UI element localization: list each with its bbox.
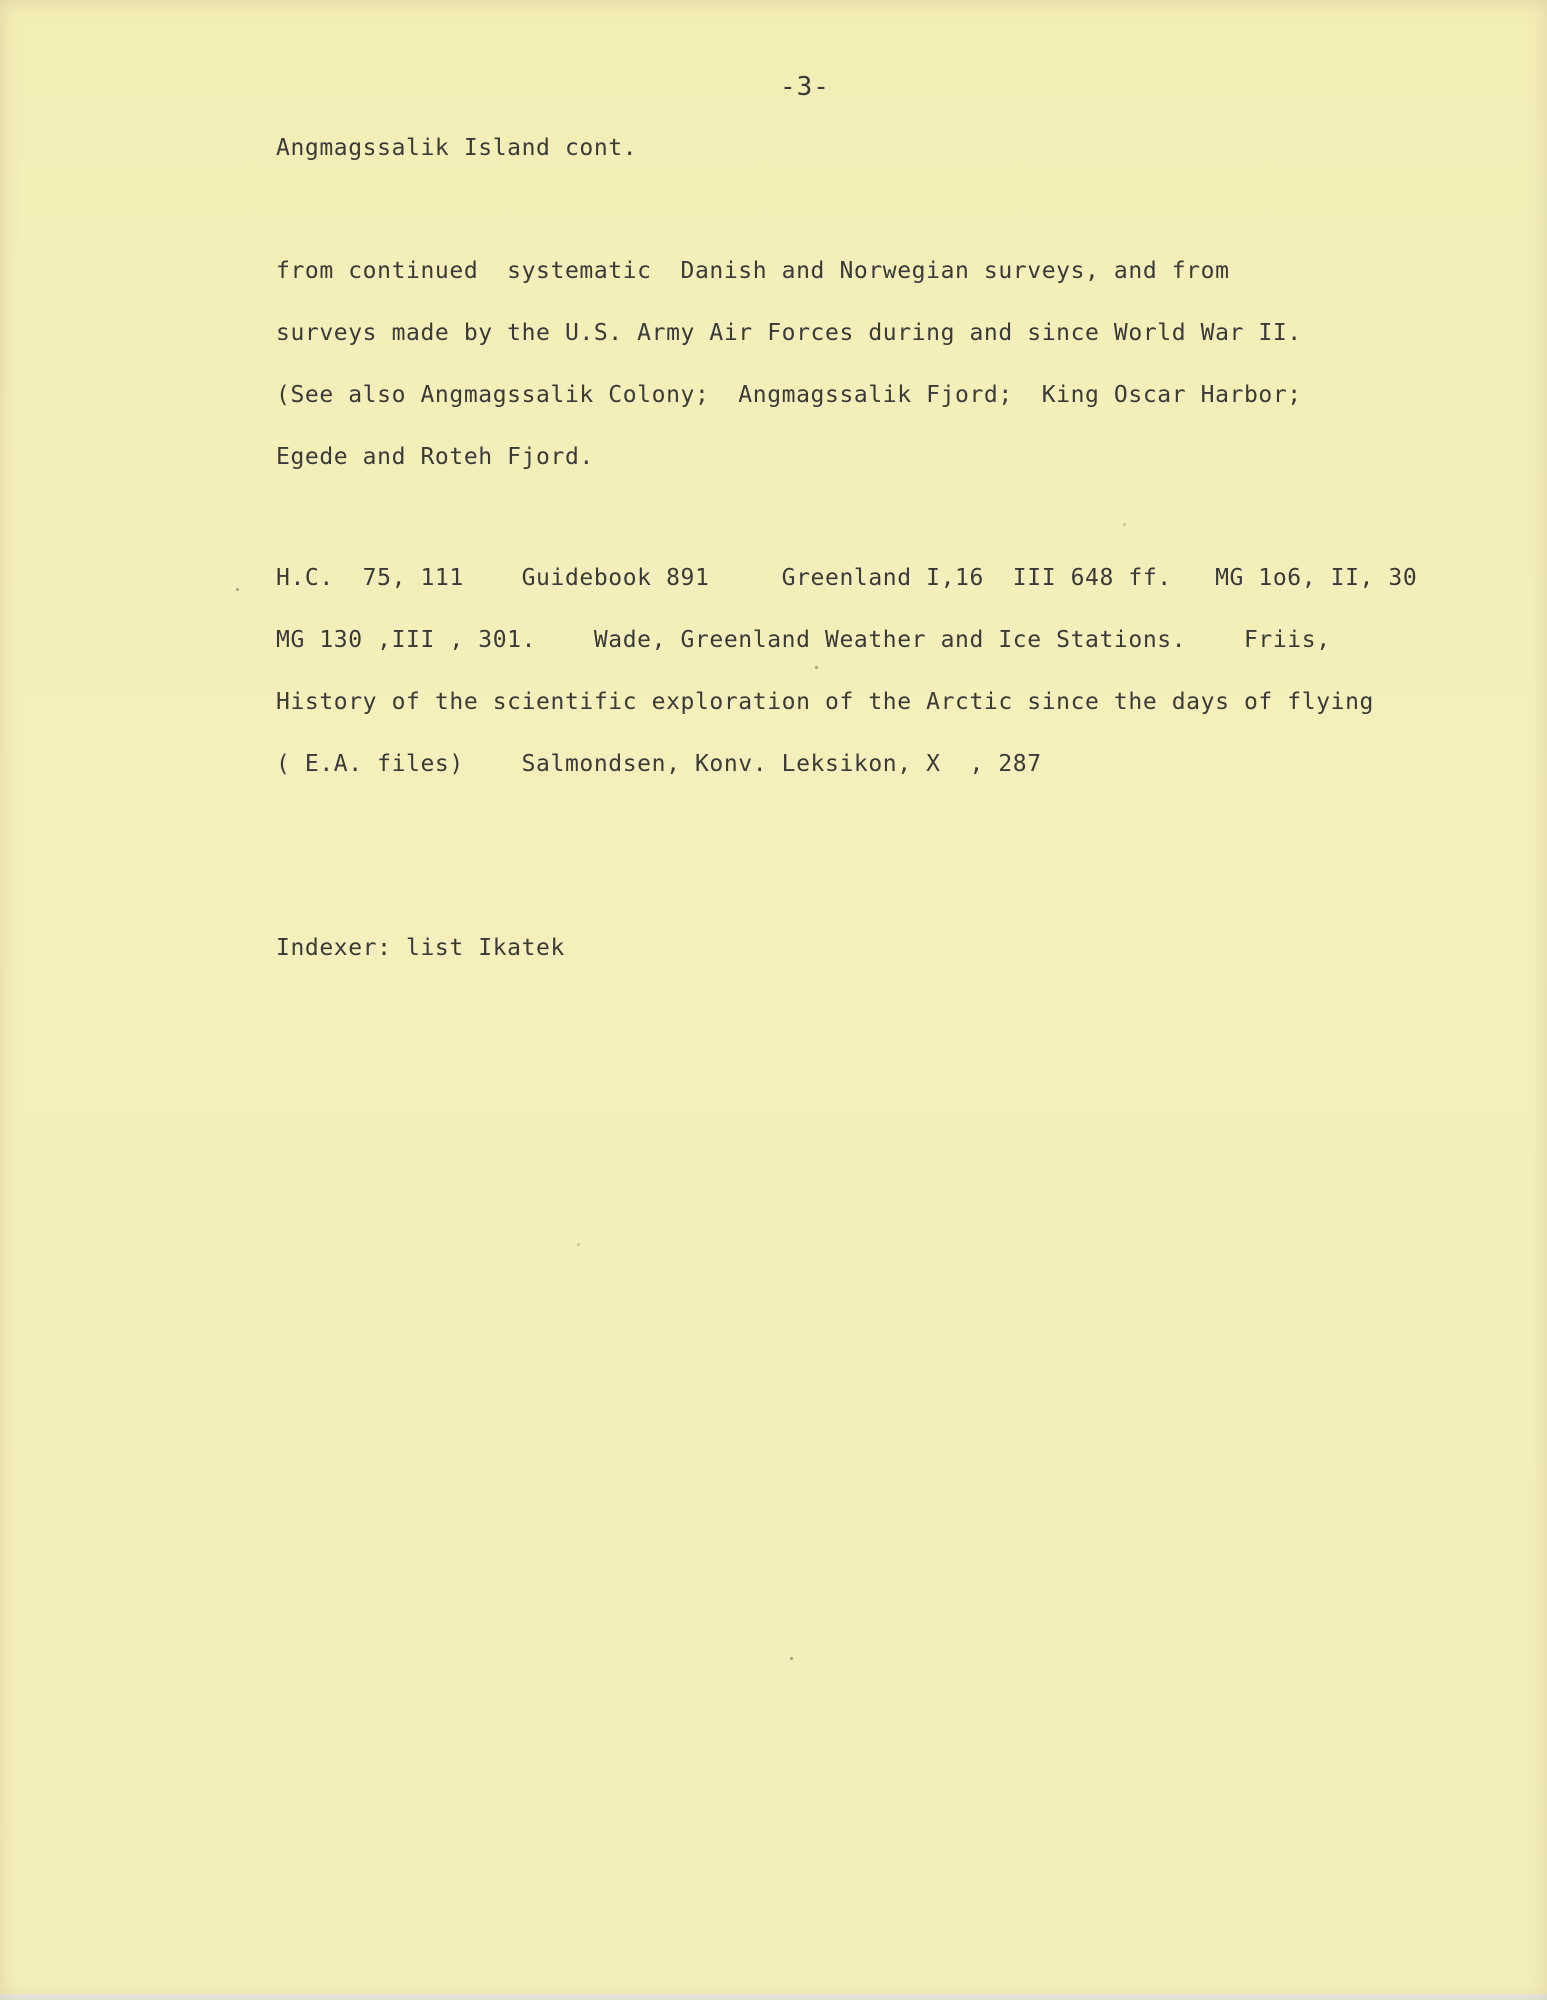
paragraph-line: (See also Angmagssalik Colony; Angmagssalik Fjord; King Oscar Harbor;: [276, 382, 1302, 408]
section-heading: Angmagssalik Island cont.: [276, 135, 638, 161]
reference-line: H.C. 75, 111 Guidebook 891 Greenland I,16 III 648 ff. MG 1o6, II, 30: [276, 565, 1418, 591]
reference-line: History of the scientific exploration of the Arctic since the days of flying: [276, 689, 1374, 715]
paragraph-line: from continued systematic Danish and Norwegian surveys, and from: [276, 258, 1230, 284]
paper-speck: [1123, 523, 1126, 526]
page-number: -3-: [780, 72, 830, 102]
paragraph-line: surveys made by the U.S. Army Air Forces during and since World War II.: [276, 320, 1302, 346]
scan-edge: [0, 1994, 1547, 2000]
reference-line: ( E.A. files) Salmondsen, Konv. Leksikon, X , 287: [276, 751, 1042, 777]
paper-speck: [236, 588, 239, 591]
paper-speck: [790, 1657, 793, 1660]
reference-line: MG 130 ,III , 301. Wade, Greenland Weather and Ice Stations. Friis,: [276, 627, 1331, 653]
paragraph-line: Egede and Roteh Fjord.: [276, 444, 594, 470]
paper-speck: [577, 1243, 580, 1246]
indexer-note: Indexer: list Ikatek: [276, 935, 565, 961]
paper-speck: [815, 666, 818, 669]
